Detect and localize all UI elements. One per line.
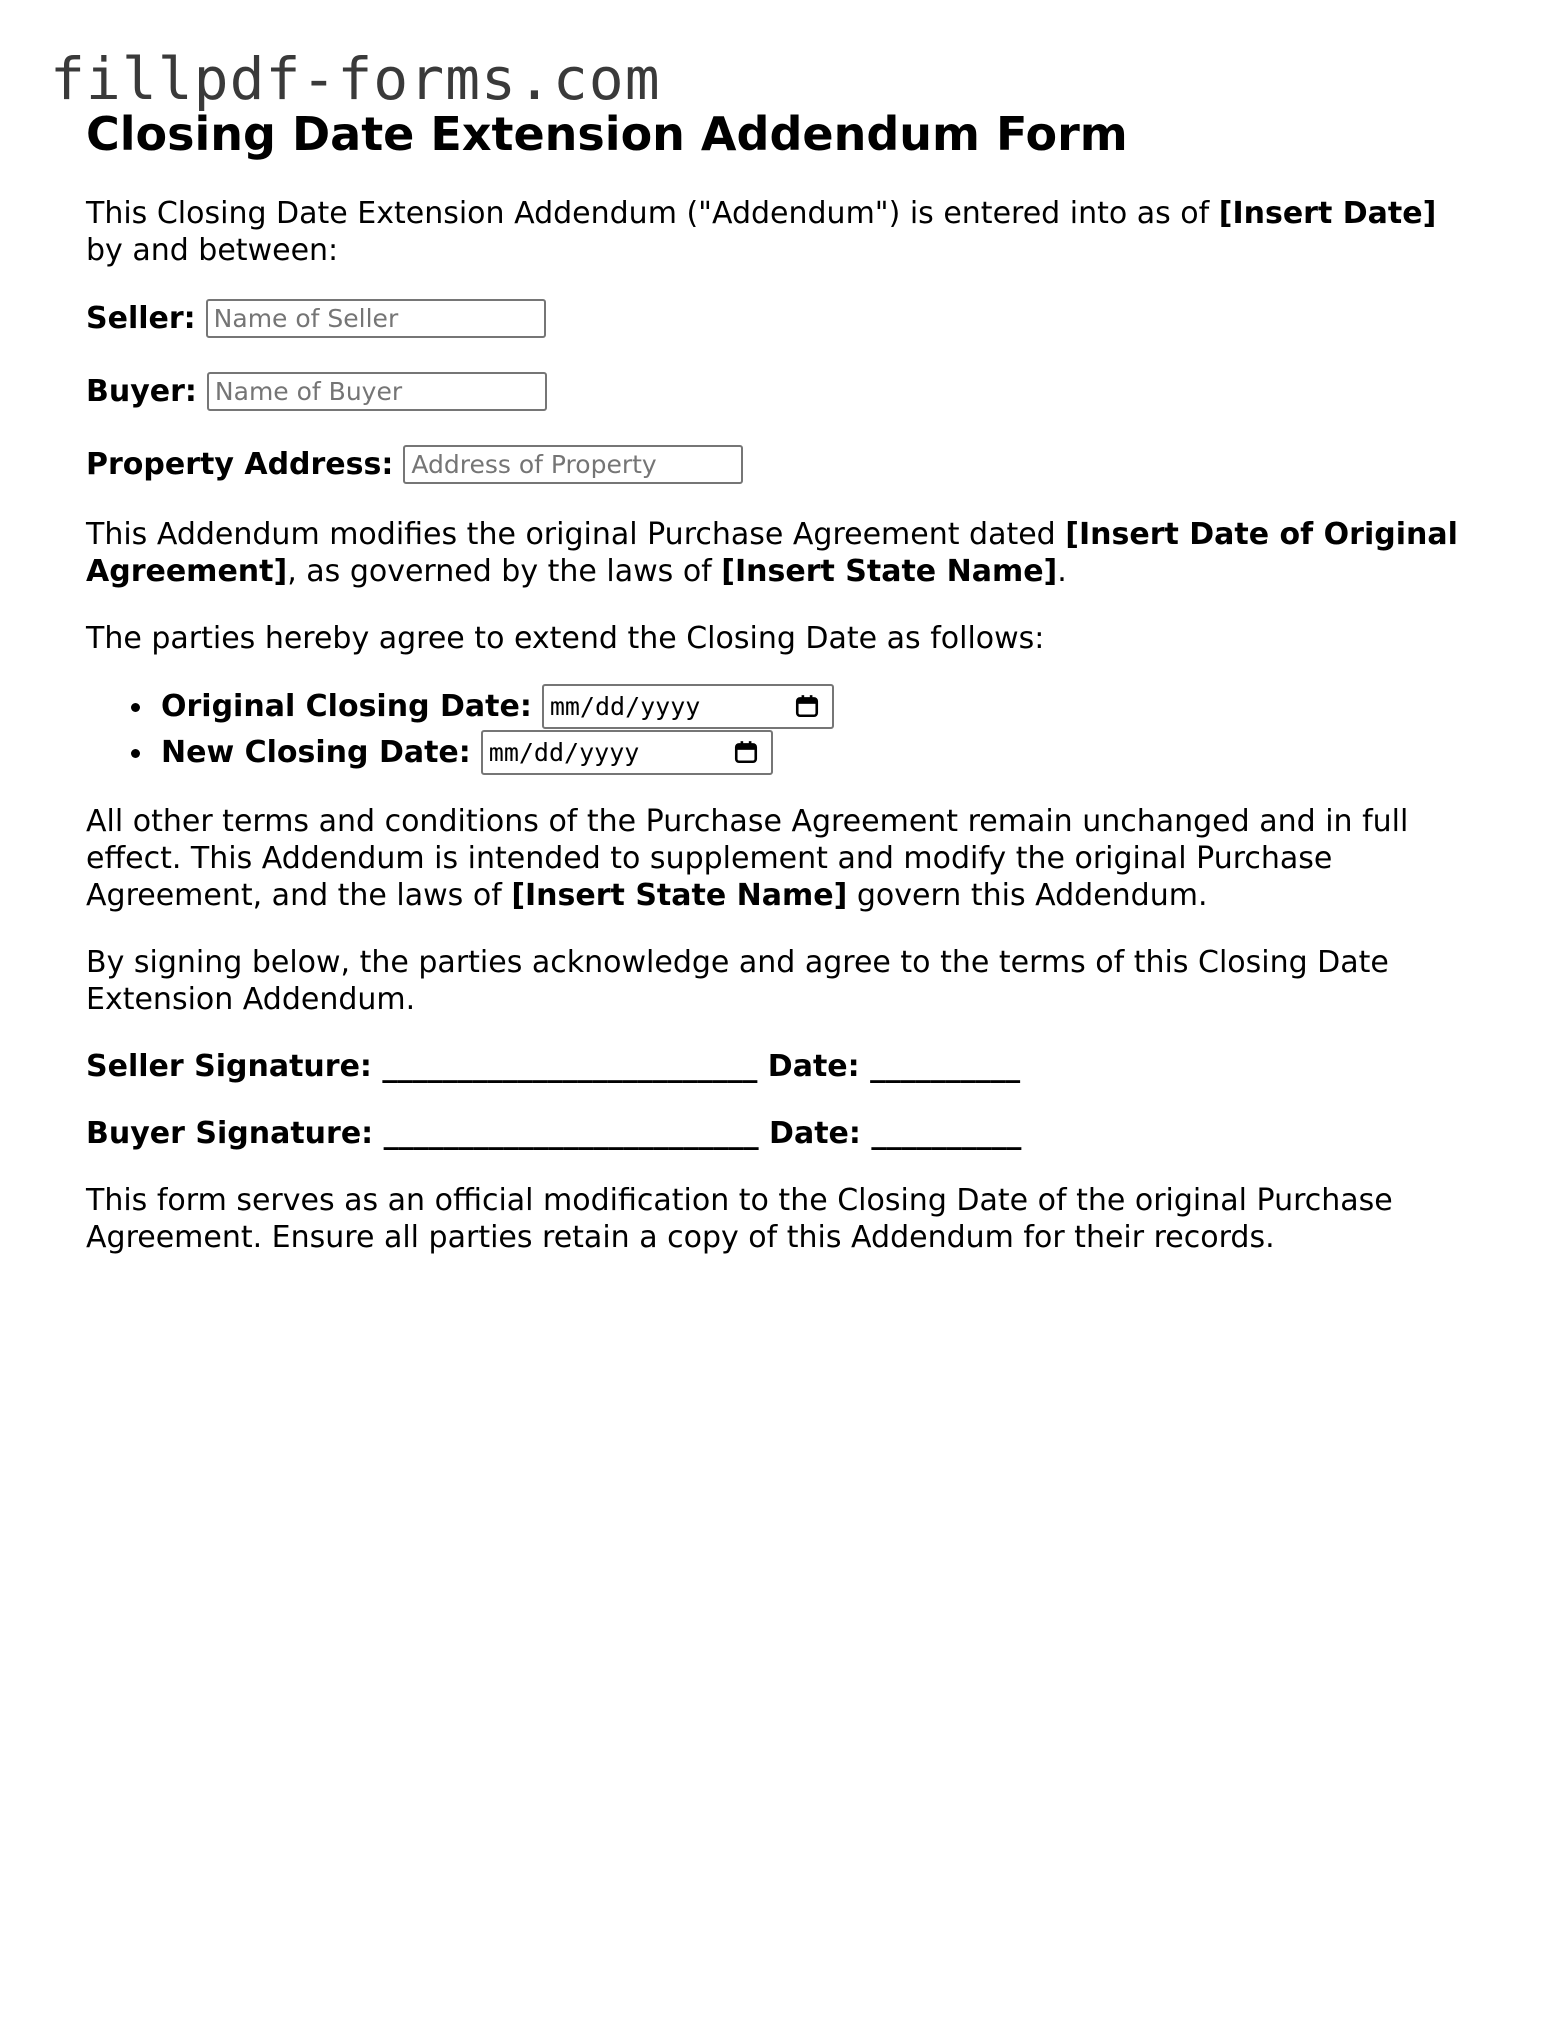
agree-paragraph: The parties hereby agree to extend the Closing Date as follows: [86, 621, 1045, 656]
intro-paragraph [86, 195, 1486, 269]
new-closing-date-input[interactable] [481, 730, 773, 775]
original-closing-date-input[interactable] [542, 684, 834, 729]
calendar-icon[interactable] [794, 693, 820, 719]
buyer-signature-line: Buyer Signature: _________________________ Date: __________ [86, 1116, 1022, 1151]
seller-label: Seller: [86, 301, 196, 336]
buyer-label: Buyer: [86, 374, 197, 409]
property-address-label: Property Address: [86, 447, 394, 482]
seller-field-row [86, 299, 1486, 338]
modifies-paragraph [86, 516, 1486, 590]
terms-text-2: govern this Addendum. [847, 878, 1208, 913]
date-placeholder: mm/dd/yyyy [549, 691, 701, 721]
modifies-text-3: . [1057, 554, 1067, 589]
buyer-field-row [86, 372, 1486, 411]
intro-date-placeholder: [Insert Date] [1218, 196, 1437, 231]
calendar-icon[interactable] [733, 739, 759, 765]
modifies-text-1: This Addendum modifies the original Purchase Agreement dated [86, 517, 1066, 552]
list-item [161, 683, 1486, 729]
property-address-input[interactable] [403, 445, 743, 484]
intro-tail: by and between: [86, 233, 339, 268]
closing-dates-list [86, 683, 1486, 775]
original-agreement-date-placeholder: [Insert Date of Original Agreement] [86, 517, 1458, 589]
page-title: Closing Date Extension Addendum Form [86, 107, 1128, 161]
state-name-placeholder: [Insert State Name] [721, 554, 1058, 589]
new-closing-date-label: New Closing Date: [161, 734, 471, 770]
watermark: fillpdf-forms.com [50, 45, 661, 113]
footer-paragraph: This form serves as an official modification to the Closing Date of the original Purchase Agreement. Ensure all parties retain a copy of this Addendum for their records. [86, 1183, 1393, 1255]
terms-text-1: All other terms and conditions of the Purchase Agreement remain unchanged and in full effect. This Addendum is intended to supplement and modify the original Purchase Agreement, and the laws of [86, 804, 1409, 913]
terms-paragraph [86, 803, 1486, 914]
original-closing-date-label: Original Closing Date: [161, 688, 532, 724]
address-field-row [86, 445, 1486, 484]
list-item [161, 729, 1486, 775]
seller-name-input[interactable] [206, 299, 546, 338]
form-document [86, 100, 1486, 1256]
date-placeholder: mm/dd/yyyy [488, 737, 640, 767]
state-name-placeholder: [Insert State Name] [511, 878, 848, 913]
seller-signature-line: Seller Signature: _________________________ Date: __________ [86, 1049, 1021, 1084]
signing-paragraph: By signing below, the parties acknowledge and agree to the terms of this Closing Date Extension Addendum. [86, 945, 1389, 1017]
intro-text: This Closing Date Extension Addendum ("Addendum") is entered into as of [86, 196, 1219, 231]
modifies-text-2: , as governed by the laws of [287, 554, 722, 589]
buyer-name-input[interactable] [207, 372, 547, 411]
